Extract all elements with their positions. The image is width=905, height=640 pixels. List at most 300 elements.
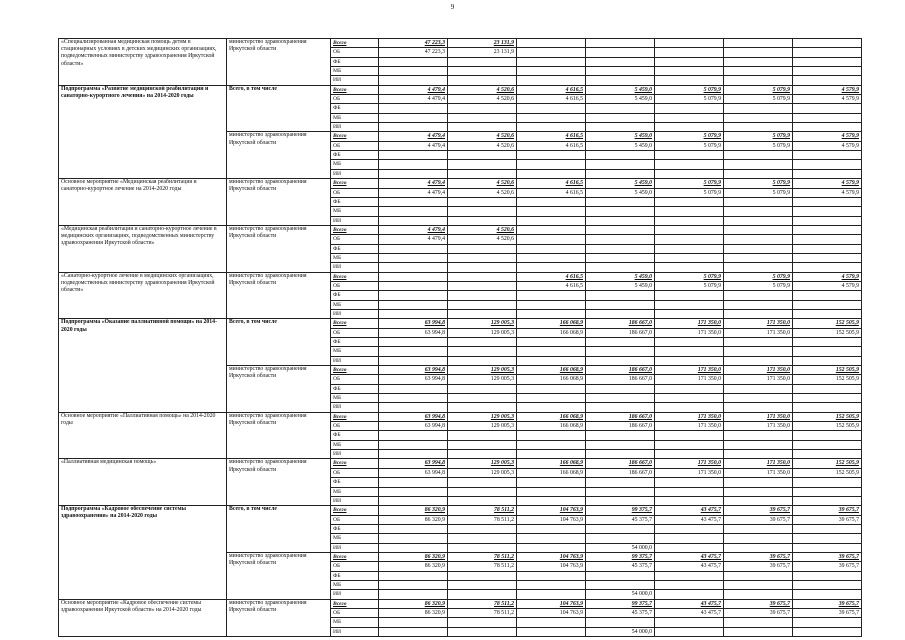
value-cell (655, 403, 724, 412)
value-cell (793, 338, 862, 347)
value-cell: 171 350,0 (655, 375, 724, 384)
value-cell: 129 005,3 (448, 328, 517, 337)
value-cell: 171 350,0 (655, 422, 724, 431)
value-cell: 4 479,4 (379, 188, 448, 197)
value-cell (517, 347, 586, 356)
value-cell (379, 244, 448, 253)
value-cell: 5 079,9 (655, 179, 724, 188)
value-cell (724, 216, 793, 225)
value-cell (793, 543, 862, 552)
value-cell: 5 079,9 (724, 85, 793, 94)
value-cell (655, 627, 724, 636)
value-cell (655, 57, 724, 66)
funding-source-cell: ИИ (331, 169, 379, 178)
value-cell: 86 320,9 (379, 506, 448, 515)
value-cell: 186 667,0 (586, 328, 655, 337)
value-cell: 54 000,0 (586, 590, 655, 599)
value-cell: 23 131,9 (448, 39, 517, 48)
table-row (59, 85, 862, 94)
value-cell: 104 763,9 (517, 599, 586, 608)
value-cell: 171 350,0 (724, 459, 793, 468)
value-cell (517, 580, 586, 589)
value-cell (724, 543, 793, 552)
value-cell: 129 005,3 (448, 468, 517, 477)
value-cell (517, 123, 586, 132)
value-cell (724, 244, 793, 253)
value-cell (448, 160, 517, 169)
value-cell (724, 356, 793, 365)
value-cell (793, 571, 862, 580)
funding-source-cell: ФБ (331, 338, 379, 347)
funding-source-cell: МБ (331, 534, 379, 543)
program-name-cell: Основное мероприятие «Кадровое обеспечение системы здравоохранения Иркутской области» на 2014-2020 годы (59, 599, 227, 636)
value-cell (448, 76, 517, 85)
funding-source-cell: ИИ (331, 627, 379, 636)
value-cell: 45 375,7 (586, 562, 655, 571)
funding-source-cell: ФБ (331, 478, 379, 487)
value-cell: 39 675,7 (793, 608, 862, 617)
funding-source-cell: ФБ (331, 197, 379, 206)
value-cell: 4 520,6 (448, 188, 517, 197)
value-cell: 78 511,2 (448, 515, 517, 524)
value-cell: 186 667,0 (586, 366, 655, 375)
value-cell (586, 244, 655, 253)
value-cell (517, 356, 586, 365)
value-cell: 5 079,9 (724, 179, 793, 188)
value-cell (724, 235, 793, 244)
value-cell: 186 667,0 (586, 468, 655, 477)
value-cell (586, 338, 655, 347)
value-cell: 4 616,5 (517, 85, 586, 94)
value-cell (793, 450, 862, 459)
program-name-cell: «Санаторно-курортное лечение в медицинских организациях, подведомственных министерству здравоохранения Иркутской области» (59, 272, 227, 319)
value-cell (655, 48, 724, 57)
value-cell (379, 253, 448, 262)
value-cell: 5 459,0 (586, 85, 655, 94)
table-row (59, 599, 862, 608)
funding-source-cell: ИИ (331, 263, 379, 272)
value-cell (724, 450, 793, 459)
value-cell: 63 994,8 (379, 459, 448, 468)
funding-source-cell: МБ (331, 113, 379, 122)
value-cell: 4 479,4 (379, 179, 448, 188)
value-cell: 4 616,5 (517, 132, 586, 141)
value-cell (517, 487, 586, 496)
funding-source-cell: ФБ (331, 431, 379, 440)
value-cell: 86 320,9 (379, 562, 448, 571)
value-cell (448, 291, 517, 300)
value-cell (793, 431, 862, 440)
funding-source-cell: Всего (331, 132, 379, 141)
value-cell (655, 571, 724, 580)
value-cell (724, 618, 793, 627)
value-cell (586, 384, 655, 393)
value-cell: 4 479,4 (379, 225, 448, 234)
value-cell (724, 347, 793, 356)
value-cell (586, 225, 655, 234)
executor-cell: Всего, в том числе (227, 85, 331, 132)
value-cell (724, 225, 793, 234)
value-cell (448, 300, 517, 309)
funding-source-cell: МБ (331, 394, 379, 403)
value-cell: 78 511,2 (448, 562, 517, 571)
funding-source-cell: ФБ (331, 384, 379, 393)
value-cell: 5 459,0 (586, 179, 655, 188)
funding-source-cell: Всего (331, 366, 379, 375)
program-name-cell: Основное мероприятие «Медицинская реабилитация и санаторно-курортное лечение на 2014-2020 годы (59, 179, 227, 226)
value-cell: 4 520,6 (448, 95, 517, 104)
value-cell (724, 263, 793, 272)
value-cell (586, 123, 655, 132)
value-cell (724, 291, 793, 300)
value-cell: 171 350,0 (724, 366, 793, 375)
value-cell: 152 505,9 (793, 375, 862, 384)
value-cell (724, 478, 793, 487)
value-cell: 5 079,9 (655, 272, 724, 281)
value-cell: 171 350,0 (724, 319, 793, 328)
value-cell (517, 524, 586, 533)
value-cell: 86 320,9 (379, 608, 448, 617)
value-cell (586, 57, 655, 66)
value-cell (517, 235, 586, 244)
value-cell (655, 263, 724, 272)
value-cell: 171 350,0 (655, 468, 724, 477)
program-name-cell: «Паллиативная медицинская помощь» (59, 459, 227, 506)
value-cell (586, 253, 655, 262)
value-cell (793, 384, 862, 393)
value-cell (793, 478, 862, 487)
value-cell: 63 994,8 (379, 422, 448, 431)
value-cell (724, 309, 793, 318)
value-cell: 104 763,9 (517, 552, 586, 561)
value-cell (448, 440, 517, 449)
value-cell (793, 403, 862, 412)
value-cell (448, 281, 517, 290)
value-cell: 54 000,0 (586, 627, 655, 636)
value-cell (793, 57, 862, 66)
table-body (59, 39, 862, 637)
value-cell (655, 394, 724, 403)
value-cell (793, 580, 862, 589)
value-cell: 43 475,7 (655, 608, 724, 617)
value-cell: 152 505,9 (793, 412, 862, 421)
value-cell (379, 309, 448, 318)
value-cell (655, 207, 724, 216)
value-cell (655, 244, 724, 253)
value-cell (586, 291, 655, 300)
value-cell (517, 478, 586, 487)
value-cell (517, 403, 586, 412)
value-cell (448, 309, 517, 318)
value-cell: 5 459,0 (586, 141, 655, 150)
value-cell: 99 375,7 (586, 599, 655, 608)
funding-source-cell: ОБ (331, 468, 379, 477)
value-cell: 99 375,7 (586, 552, 655, 561)
value-cell (793, 253, 862, 262)
value-cell: 152 505,9 (793, 468, 862, 477)
value-cell (517, 394, 586, 403)
value-cell (586, 394, 655, 403)
value-cell (517, 253, 586, 262)
value-cell (517, 450, 586, 459)
funding-source-cell: Всего (331, 552, 379, 561)
value-cell (586, 450, 655, 459)
value-cell: 4 616,5 (517, 188, 586, 197)
value-cell (379, 571, 448, 580)
value-cell: 47 223,3 (379, 48, 448, 57)
value-cell (655, 618, 724, 627)
program-name-cell: Основное мероприятие «Паллиативная помощь» на 2014-2020 годы (59, 412, 227, 459)
value-cell: 4 520,6 (448, 179, 517, 188)
value-cell (655, 104, 724, 113)
value-cell (448, 57, 517, 66)
value-cell (517, 244, 586, 253)
value-cell (793, 113, 862, 122)
table-row (59, 179, 862, 188)
value-cell (793, 534, 862, 543)
executor-cell: министерство здравоохранения Иркутской области (227, 179, 331, 226)
value-cell (655, 67, 724, 76)
value-cell: 4 520,6 (448, 225, 517, 234)
value-cell (655, 216, 724, 225)
value-cell: 23 131,9 (448, 48, 517, 57)
value-cell: 39 675,7 (724, 608, 793, 617)
value-cell (379, 197, 448, 206)
value-cell: 129 005,3 (448, 422, 517, 431)
value-cell (655, 169, 724, 178)
executor-cell: министерство здравоохранения Иркутской области (227, 366, 331, 413)
funding-source-cell: Всего (331, 412, 379, 421)
value-cell (517, 338, 586, 347)
value-cell (724, 403, 793, 412)
funding-source-cell: ОБ (331, 422, 379, 431)
executor-cell: министерство здравоохранения Иркутской области (227, 552, 331, 599)
value-cell (517, 300, 586, 309)
value-cell (793, 235, 862, 244)
value-cell: 4 579,9 (793, 179, 862, 188)
value-cell: 4 479,4 (379, 85, 448, 94)
executor-cell: министерство здравоохранения Иркутской области (227, 132, 331, 179)
value-cell: 129 005,3 (448, 459, 517, 468)
value-cell: 129 005,3 (448, 319, 517, 328)
value-cell (379, 347, 448, 356)
value-cell (655, 113, 724, 122)
value-cell: 4 479,4 (379, 132, 448, 141)
value-cell: 63 994,8 (379, 328, 448, 337)
value-cell (655, 253, 724, 262)
value-cell (379, 543, 448, 552)
value-cell (517, 197, 586, 206)
value-cell (793, 244, 862, 253)
value-cell: 39 675,7 (793, 552, 862, 561)
value-cell: 5 079,9 (724, 272, 793, 281)
value-cell (448, 590, 517, 599)
value-cell (793, 291, 862, 300)
value-cell: 5 079,9 (655, 95, 724, 104)
value-cell (586, 300, 655, 309)
value-cell (793, 67, 862, 76)
value-cell (724, 571, 793, 580)
value-cell (724, 151, 793, 160)
value-cell: 5 459,0 (586, 188, 655, 197)
value-cell: 171 350,0 (655, 319, 724, 328)
value-cell (448, 450, 517, 459)
executor-cell: Всего, в том числе (227, 319, 331, 366)
funding-source-cell: МБ (331, 347, 379, 356)
funding-source-cell: ОБ (331, 95, 379, 104)
value-cell: 104 763,9 (517, 506, 586, 515)
funding-source-cell: МБ (331, 487, 379, 496)
value-cell (793, 169, 862, 178)
value-cell (379, 627, 448, 636)
value-cell (448, 272, 517, 281)
value-cell: 78 511,2 (448, 552, 517, 561)
value-cell (517, 169, 586, 178)
funding-source-cell: ФБ (331, 57, 379, 66)
value-cell (379, 534, 448, 543)
value-cell (379, 524, 448, 533)
value-cell (517, 440, 586, 449)
value-cell (448, 431, 517, 440)
value-cell (724, 440, 793, 449)
value-cell (793, 263, 862, 272)
funding-source-cell: ОБ (331, 375, 379, 384)
value-cell (448, 263, 517, 272)
value-cell (517, 431, 586, 440)
value-cell (448, 169, 517, 178)
value-cell: 171 350,0 (724, 412, 793, 421)
value-cell (448, 627, 517, 636)
value-cell (655, 76, 724, 85)
value-cell: 43 475,7 (655, 599, 724, 608)
value-cell: 39 675,7 (724, 562, 793, 571)
value-cell (586, 151, 655, 160)
value-cell (586, 113, 655, 122)
value-cell (655, 300, 724, 309)
value-cell: 45 375,7 (586, 515, 655, 524)
value-cell: 54 000,0 (586, 543, 655, 552)
value-cell (586, 618, 655, 627)
funding-source-cell: ОБ (331, 562, 379, 571)
value-cell: 129 005,3 (448, 375, 517, 384)
value-cell (448, 478, 517, 487)
executor-cell: министерство здравоохранения Иркутской области (227, 39, 331, 86)
value-cell (379, 478, 448, 487)
value-cell (655, 496, 724, 505)
funding-source-cell: Всего (331, 319, 379, 328)
value-cell: 186 667,0 (586, 319, 655, 328)
value-cell: 43 475,7 (655, 562, 724, 571)
value-cell: 5 079,9 (724, 95, 793, 104)
value-cell (379, 104, 448, 113)
funding-source-cell: ИИ (331, 590, 379, 599)
value-cell (448, 67, 517, 76)
value-cell (793, 496, 862, 505)
value-cell (586, 478, 655, 487)
value-cell (448, 207, 517, 216)
value-cell (517, 384, 586, 393)
value-cell (517, 39, 586, 48)
funding-source-cell: ФБ (331, 291, 379, 300)
value-cell (586, 431, 655, 440)
page-number: 9 (450, 3, 455, 11)
funding-source-cell: Всего (331, 272, 379, 281)
value-cell (379, 207, 448, 216)
value-cell (586, 235, 655, 244)
value-cell: 43 475,7 (655, 506, 724, 515)
value-cell: 4 520,6 (448, 85, 517, 94)
value-cell: 4 579,9 (793, 188, 862, 197)
value-cell (586, 580, 655, 589)
value-cell (724, 496, 793, 505)
value-cell: 5 079,9 (724, 188, 793, 197)
value-cell (724, 384, 793, 393)
funding-source-cell: ИИ (331, 450, 379, 459)
funding-source-cell: ФБ (331, 104, 379, 113)
executor-cell: министерство здравоохранения Иркутской области (227, 272, 331, 319)
value-cell (724, 431, 793, 440)
value-cell (586, 403, 655, 412)
value-cell (655, 487, 724, 496)
value-cell (379, 76, 448, 85)
value-cell (448, 534, 517, 543)
value-cell (586, 67, 655, 76)
value-cell: 39 675,7 (724, 506, 793, 515)
value-cell: 129 005,3 (448, 366, 517, 375)
value-cell (448, 543, 517, 552)
value-cell (793, 123, 862, 132)
funding-source-cell: Всего (331, 225, 379, 234)
value-cell: 186 667,0 (586, 375, 655, 384)
value-cell (586, 440, 655, 449)
value-cell: 63 994,8 (379, 366, 448, 375)
value-cell (379, 263, 448, 272)
funding-source-cell: ОБ (331, 328, 379, 337)
value-cell (586, 487, 655, 496)
value-cell (379, 300, 448, 309)
value-cell (379, 57, 448, 66)
value-cell: 4 616,5 (517, 281, 586, 290)
value-cell (379, 151, 448, 160)
value-cell (724, 300, 793, 309)
value-cell: 4 479,4 (379, 235, 448, 244)
funding-source-cell: ИИ (331, 356, 379, 365)
value-cell: 4 579,9 (793, 132, 862, 141)
funding-source-cell: ИИ (331, 216, 379, 225)
value-cell (517, 160, 586, 169)
value-cell (793, 394, 862, 403)
funding-source-cell: МБ (331, 253, 379, 262)
value-cell (586, 169, 655, 178)
value-cell: 4 520,6 (448, 132, 517, 141)
value-cell (655, 347, 724, 356)
value-cell (379, 160, 448, 169)
value-cell: 152 505,9 (793, 422, 862, 431)
program-name-cell: «Медицинская реабилитация и санаторно-курортное лечение в медицинских организациях, подведомственных министерству здравоохранения Иркутской области» (59, 225, 227, 272)
value-cell: 4 579,9 (793, 85, 862, 94)
value-cell: 4 616,5 (517, 95, 586, 104)
value-cell: 99 375,7 (586, 506, 655, 515)
funding-source-cell: МБ (331, 300, 379, 309)
funding-source-cell: МБ (331, 160, 379, 169)
value-cell: 186 667,0 (586, 412, 655, 421)
value-cell (448, 384, 517, 393)
funding-source-cell: ФБ (331, 524, 379, 533)
value-cell (655, 478, 724, 487)
funding-source-cell: Всего (331, 179, 379, 188)
funding-source-cell: ОБ (331, 141, 379, 150)
program-name-cell: Подпрограмма «Оказание паллиативной помощи» на 2014-2020 годы (59, 319, 227, 412)
